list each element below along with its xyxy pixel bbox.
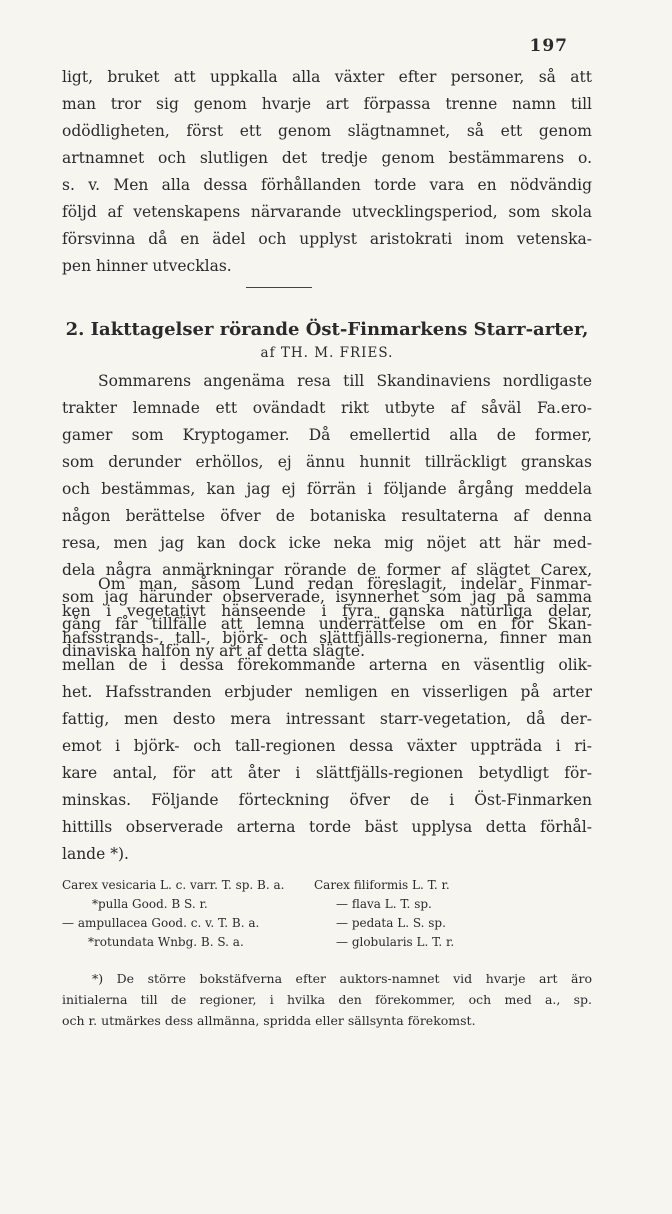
species-entry: — globularis L. T. r.	[336, 935, 455, 949]
text-line: fattig, men desto mera intressant starr-vegetation, då der-	[62, 710, 592, 728]
text-line: mellan de i dessa förekommande arterna en väsentlig olik-	[62, 656, 592, 674]
species-entry: — ampullacea Good. c. v. T. B. a.	[62, 916, 260, 930]
footnote	[62, 968, 592, 1031]
intro-paragraph	[62, 64, 592, 280]
text-line: kare antal, för att åter i slättfjälls-regionen betydligt för-	[62, 764, 592, 782]
text-line: någon berättelse öfver de botaniska resultaterna af denna	[62, 507, 592, 525]
species-entry: *rotundata Wnbg. B. S. a.	[88, 935, 244, 949]
text-line: följd af vetenskapens närvarande utvecklingsperiod, som skola	[62, 203, 592, 221]
paragraph-2	[62, 571, 592, 868]
text-line: man tror sig genom hvarje art förpassa trenne namn till	[62, 95, 592, 113]
species-row	[62, 914, 592, 933]
species-entry: — flava L. T. sp.	[336, 897, 432, 911]
author-byline: af TH. M. FRIES.	[260, 345, 394, 361]
text-line: gång får tillfälle att lemna underrättelse om en för Skan-	[62, 615, 592, 633]
footnote-line: initialerna till de regioner, i hvilka den förekommer, och med a., sp.	[62, 992, 592, 1007]
species-row	[62, 876, 592, 895]
text-line: och bestämmas, kan jag ej förrän i följande årgång meddela	[62, 480, 592, 498]
text-line: resa, men jag kan dock icke neka mig nöjet att här med-	[62, 534, 592, 552]
text-line: Om man, såsom Lund redan föreslagit, indelar Finmar-	[98, 575, 592, 593]
text-line: Sommarens angenäma resa till Skandinaviens nordligaste	[98, 372, 592, 390]
species-entry: Carex filiformis L. T. r.	[314, 878, 450, 892]
text-line: lande *).	[62, 845, 129, 863]
text-line: trakter lemnade ett ovändadt rikt utbyte af såväl Fa.ero-	[62, 399, 592, 417]
text-line: ligt, bruket att uppkalla alla växter efter personer, så att	[62, 68, 592, 86]
text-line: försvinna då en ädel och upplyst aristokrati inom vetenska-	[62, 230, 592, 248]
species-entry: — pedata L. S. sp.	[336, 916, 446, 930]
text-line: emot i björk- och tall-regionen dessa växter uppträda i ri-	[62, 737, 592, 755]
text-line: som jag härunder observerade, isynnerhet som jag på samma	[62, 588, 592, 606]
text-line: dinaviska halfön ny art af detta slägte.	[62, 642, 365, 660]
text-line: gamer som Kryptogamer. Då emellertid alla de former,	[62, 426, 592, 444]
footnote-line: och r. utmärkes dess allmänna, spridda eller sällsynta förekomst.	[62, 1013, 476, 1028]
section-divider	[246, 287, 312, 288]
text-line: hafsstrands-, tall-, björk- och slättfjälls-regionerna, finner man	[62, 629, 592, 647]
text-line: het. Hafsstranden erbjuder nemligen en visserligen på arter	[62, 683, 592, 701]
species-row	[62, 933, 592, 952]
text-line: odödligheten, först ett genom slägtnamnet, så ett genom	[62, 122, 592, 140]
section-heading: 2. Iakttagelser rörande Öst-Finmarkens Starr-arter,	[65, 319, 589, 340]
text-line: som derunder erhöllos, ej ännu hunnit tillräckligt granskas	[62, 453, 592, 471]
species-list	[62, 876, 592, 952]
text-line: s. v. Men alla dessa förhållanden torde vara en nödvändig	[62, 176, 592, 194]
text-line: dela några anmärkningar rörande de former af slägtet Carex,	[62, 561, 592, 579]
text-line: ken i vegetativt hänseende i fyra ganska naturliga delar,	[62, 602, 592, 620]
text-line: artnamnet och slutligen det tredje genom bestämmarens o.	[62, 149, 592, 167]
species-entry: Carex vesicaria L. c. varr. T. sp. B. a.	[62, 878, 285, 892]
text-line: minskas. Följande förteckning öfver de i Öst-Finmarken	[62, 791, 592, 809]
species-row	[62, 895, 592, 914]
text-line: pen hinner utvecklas.	[62, 257, 232, 275]
text-line: hittills observerade arterna torde bäst upplysa detta förhål-	[62, 818, 592, 836]
species-entry: *pulla Good. B S. r.	[92, 897, 208, 911]
footnote-line: *) De större bokstäfverna efter auktors-namnet vid hvarje art äro	[92, 971, 592, 986]
page-number: 197	[529, 36, 568, 56]
